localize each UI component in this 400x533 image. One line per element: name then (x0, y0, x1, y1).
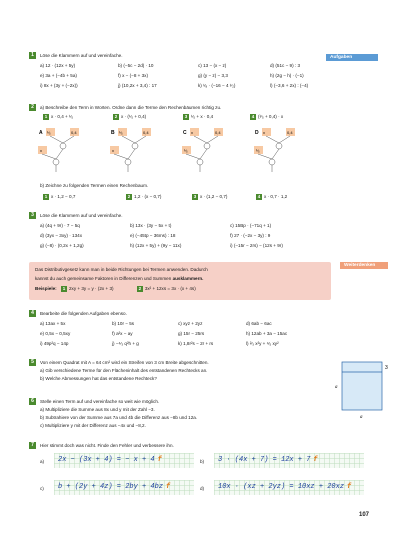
term-expression: ¹⁄₅ + x · 0,4 (191, 114, 214, 120)
tree-leaf: ¹⁄₅ (184, 148, 188, 153)
ex2-b-term (43, 194, 75, 200)
ex3-item: h) (12x + 5y) + (9y − 11x) (130, 243, 182, 248)
ex4-item: j) −⁴⁄₃ q²h + g (112, 341, 139, 346)
ex1-title: Löse die Klammern auf und vereinfache. (40, 53, 123, 58)
tree-leaf: 0,4 (143, 130, 149, 135)
info-keyword: ausklammern. (172, 276, 204, 281)
tree-op-node (269, 159, 275, 165)
ex5-line0: Von einem Quadrat mit A = 64 cm² wird ein Streifen von 3 cm Breite abgeschnitten. (40, 360, 209, 365)
term-number: 3 (184, 114, 188, 119)
term-number: 2 (127, 194, 131, 199)
tree-leaf: 0,4 (71, 130, 77, 135)
error-mark-icon: f (157, 456, 162, 464)
ex1-item: d) (51c − 9) : 3 (270, 63, 301, 68)
tree-edge (122, 136, 135, 143)
tree-edge (279, 136, 290, 143)
tree-leaf: x (263, 130, 265, 135)
tree-letter: C (183, 130, 187, 136)
term-expression: 1,2 · (x − 0,7) (134, 194, 162, 200)
ex6-c: c) Multipliziere y mit der Differenz aus −4x und −8,2. (40, 423, 146, 428)
info-line-1: Das Distributivgesetz kann man in beide Richtungen bei Termen anwenden. Dadurch (35, 267, 208, 272)
ex7-grid (54, 480, 194, 495)
tree-op-node (276, 143, 282, 149)
example-2: 3x² + 12xs = 3x · (x + 4s) (144, 286, 196, 292)
ex2-b-term (126, 194, 161, 200)
error-mark-icon: f (313, 456, 318, 464)
tree-edge (128, 149, 135, 159)
tree-op-node (197, 159, 203, 165)
tree-leaf: x (112, 148, 114, 153)
ex7-grid (214, 480, 364, 495)
ex7-handwriting (58, 456, 162, 464)
ex4-item: f) a²x − ay (112, 331, 133, 336)
ex4-item: l) ²⁄₃ x²y + ⁴⁄₅ xy² (246, 341, 279, 346)
ex4-item: i) 49p²q − 14p (40, 341, 69, 346)
ex3-item: f) 27 · (−2x − 3y) : 9 (230, 233, 271, 238)
ex1-item: j) (10,2x + 3,4) : 17 (118, 83, 157, 88)
example-1-number: 1 (62, 286, 66, 291)
ex1-item: b) (−5c − 2d) · 10 (118, 63, 154, 68)
ex7-label: d) (200, 486, 205, 491)
exercise-number-1: 1 (29, 52, 36, 59)
tree-leaf: x (191, 130, 193, 135)
ex2-b-label: b) Zeichne zu folgenden Termen einen Rechenbaum. (40, 183, 149, 188)
exercise-number-4: 4 (29, 310, 36, 317)
info-line-2 (35, 276, 203, 281)
tree-letter: A (39, 130, 43, 136)
ex3-item: i) (−15r − 2rs) − (12s + 9r) (230, 243, 283, 248)
figure-strip-label: 3 (385, 365, 388, 371)
ex4-item: h) 12ab + 3a − 15ac (246, 331, 288, 336)
ex7-label: a) (40, 459, 45, 464)
tree-leaf: 0,4 (215, 130, 221, 135)
ex1-item: k) ¹⁄₈ · (−16 − 4 ¹⁄₂) (198, 83, 236, 88)
ex4-item: k) 1,8r²s − 2r + rs (178, 341, 214, 346)
figure-side-label: a (335, 385, 338, 390)
tag-aufgaben: Aufgaben (326, 54, 378, 61)
tree-edge (63, 136, 74, 143)
ex6-a: a) Multipliziere die Summe aus 8x und y mit der Zahl −3. (40, 407, 155, 412)
exercise-number-5: 5 (29, 359, 36, 366)
term-expression: x · (1,2 − 0,7) (200, 194, 228, 200)
ex7-handwriting (218, 483, 351, 491)
error-mark-icon: f (347, 483, 352, 491)
tree-op-node (204, 143, 210, 149)
ex1-item: a) 12 · (12x + 5y) (40, 63, 76, 68)
term-expression: x · 0,7 · 1,2 (264, 194, 288, 200)
example-1: 2xy + 3y = y · (2x + 3) (68, 286, 114, 292)
ex4-title: Bearbeite die folgenden Aufgaben ebenso. (40, 311, 127, 316)
ex1-item: i) 8x + (3y + (−2x)) (40, 83, 78, 88)
ex1-item: c) 13 − (x − z) (198, 63, 227, 68)
term-number: 1 (44, 114, 48, 119)
tree-edge (186, 154, 200, 159)
ex2-b-term (192, 194, 227, 200)
tree-edge (258, 154, 272, 159)
ex4-item: e) 0,5x − 0,5xy (40, 331, 71, 336)
ex3-item: a) (4q + 9r) · 7 − 5q (40, 223, 80, 228)
ex7-equation: b + (2y + 4z) = 2by + 4bz (58, 483, 164, 491)
ex6-title: Stelle einen Term auf und vereinfache so weit wie möglich. (40, 399, 160, 404)
tree-edge (135, 136, 146, 143)
square-figure (332, 358, 392, 420)
ex7-handwriting (58, 483, 170, 491)
ex5-b: b) Welche Abmessungen hat das entstandene Rechteck? (40, 376, 157, 381)
tree-leaf: ¹⁄₅ (47, 130, 51, 135)
ex7-label: b) (200, 459, 205, 464)
ex7-equation: 2x − (3x + 4) = − x + 4 (58, 456, 155, 464)
ex4-item: c) xyz + 2yz (178, 321, 203, 326)
term-expression: x · 1,2 − 0,7 (51, 194, 76, 200)
term-number: 1 (44, 194, 48, 199)
ex4-item: g) 15r − 25rs (178, 331, 205, 336)
tree-op-node (60, 143, 66, 149)
info-line-2-text: kannst du auch gemeinsame Faktoren in Differenzen und Summen (35, 276, 173, 281)
tree-edge (194, 136, 207, 143)
exercise-number-6: 6 (29, 398, 36, 405)
ex1-item: l) (−3,6 + 2x) : (−4) (270, 83, 309, 88)
ex2-term (183, 114, 213, 120)
tree-leaf: x (40, 148, 42, 153)
tree-edge (50, 136, 63, 143)
tree-leaf: ¹⁄₅ (119, 130, 123, 135)
tree-edge (272, 149, 279, 159)
tree-op-node (53, 159, 59, 165)
tree-leaf: ¹⁄₅ (256, 148, 260, 153)
info-beispiele-label: Beispiele: (35, 286, 57, 292)
tree-leaf: 0,4 (287, 130, 293, 135)
ex3-item: e) (−45tp − 36ms) : 18 (130, 233, 176, 238)
ex3-title: Löse die Klammern auf und vereinfache. (40, 213, 123, 218)
ex2-term (250, 114, 283, 120)
exercise-number-7: 7 (29, 442, 36, 449)
tree-edge (266, 136, 279, 143)
ex3-item: c) 15Bp · (−71q + 1) (230, 223, 272, 228)
term-expression: (¹⁄₅ + 0,4) · x (258, 114, 284, 120)
info-box (29, 262, 331, 300)
page-number: 107 (359, 512, 370, 518)
tag-weiterdenken: Weiterdenken (340, 262, 388, 269)
figure-bottom-label: a (360, 415, 363, 420)
ex2-term (43, 114, 73, 120)
term-number: 2 (114, 114, 118, 119)
term-expression: x · (¹⁄₅ + 0,4) (121, 114, 147, 120)
ex7-label: c) (40, 486, 44, 491)
ex1-item: f) x − (−8 + 3x) (118, 73, 148, 78)
tree-edge (207, 136, 218, 143)
term-expression: x · 0,4 + ¹⁄₅ (51, 114, 74, 120)
tree-edge (114, 154, 128, 159)
tree-edge (56, 149, 63, 159)
ex2-term (113, 114, 146, 120)
ex7-equation: 10x · (xz + 2yz) = 10xz + 20xz (218, 483, 345, 491)
ex1-item: e) 3a + (−4b + 5a) (40, 73, 77, 78)
ex2-b-term (256, 194, 287, 200)
term-number: 4 (251, 114, 255, 119)
ex7-title: Hier stimmt doch was nicht. Finde den Fehler und verbessere ihn. (40, 443, 174, 448)
ex7-grid (54, 453, 194, 468)
example-2-number: 2 (138, 286, 142, 291)
tree-op-node (125, 159, 131, 165)
ex7-grid (214, 453, 364, 468)
term-number: 4 (257, 194, 261, 199)
exercise-number-3: 3 (29, 212, 36, 219)
ex1-item: h) (2g − h) · (−1) (270, 73, 304, 78)
tree-letter: B (111, 130, 115, 136)
ex2-a-label: a) Beschreibe den Term in Worten. Ordne dann die Terme den Rechenbäumen richtig zu. (40, 105, 222, 110)
ex3-item: b) 13x · (3y − 5x + t) (130, 223, 172, 228)
ex3-item: g) (−8) · (0,2x + 1,2g) (40, 243, 84, 248)
exercise-number-2: 2 (29, 104, 36, 111)
tree-letter: D (255, 130, 259, 136)
ex4-item: a) 13ax + 5x (40, 321, 66, 326)
error-mark-icon: f (166, 483, 171, 491)
info-examples (35, 286, 196, 292)
ex4-item: b) 10r − 5s (112, 321, 135, 326)
calculation-trees (36, 126, 326, 174)
ex6-b: b) Subtrahiere von der Summe aus 7a und 4b die Differenz aus −8b und 12a. (40, 415, 198, 420)
tree-op-node (132, 143, 138, 149)
ex7-handwriting (218, 456, 318, 464)
ex7-equation: 3 · (4x + 7) = 12x + 7 (218, 456, 311, 464)
ex4-item: d) 6ab − 6ac (246, 321, 272, 326)
tree-edge (42, 154, 56, 159)
ex3-item: d) (3yx − 3xy) · 134x (40, 233, 82, 238)
ex5-a: a) Gib verschiedene Terme für den Flächeninhalt des entstandenen Rechtecks an. (40, 368, 208, 373)
ex1-item: g) (y − z) − 3,3 (198, 73, 228, 78)
term-number: 3 (193, 194, 197, 199)
tree-edge (200, 149, 207, 159)
